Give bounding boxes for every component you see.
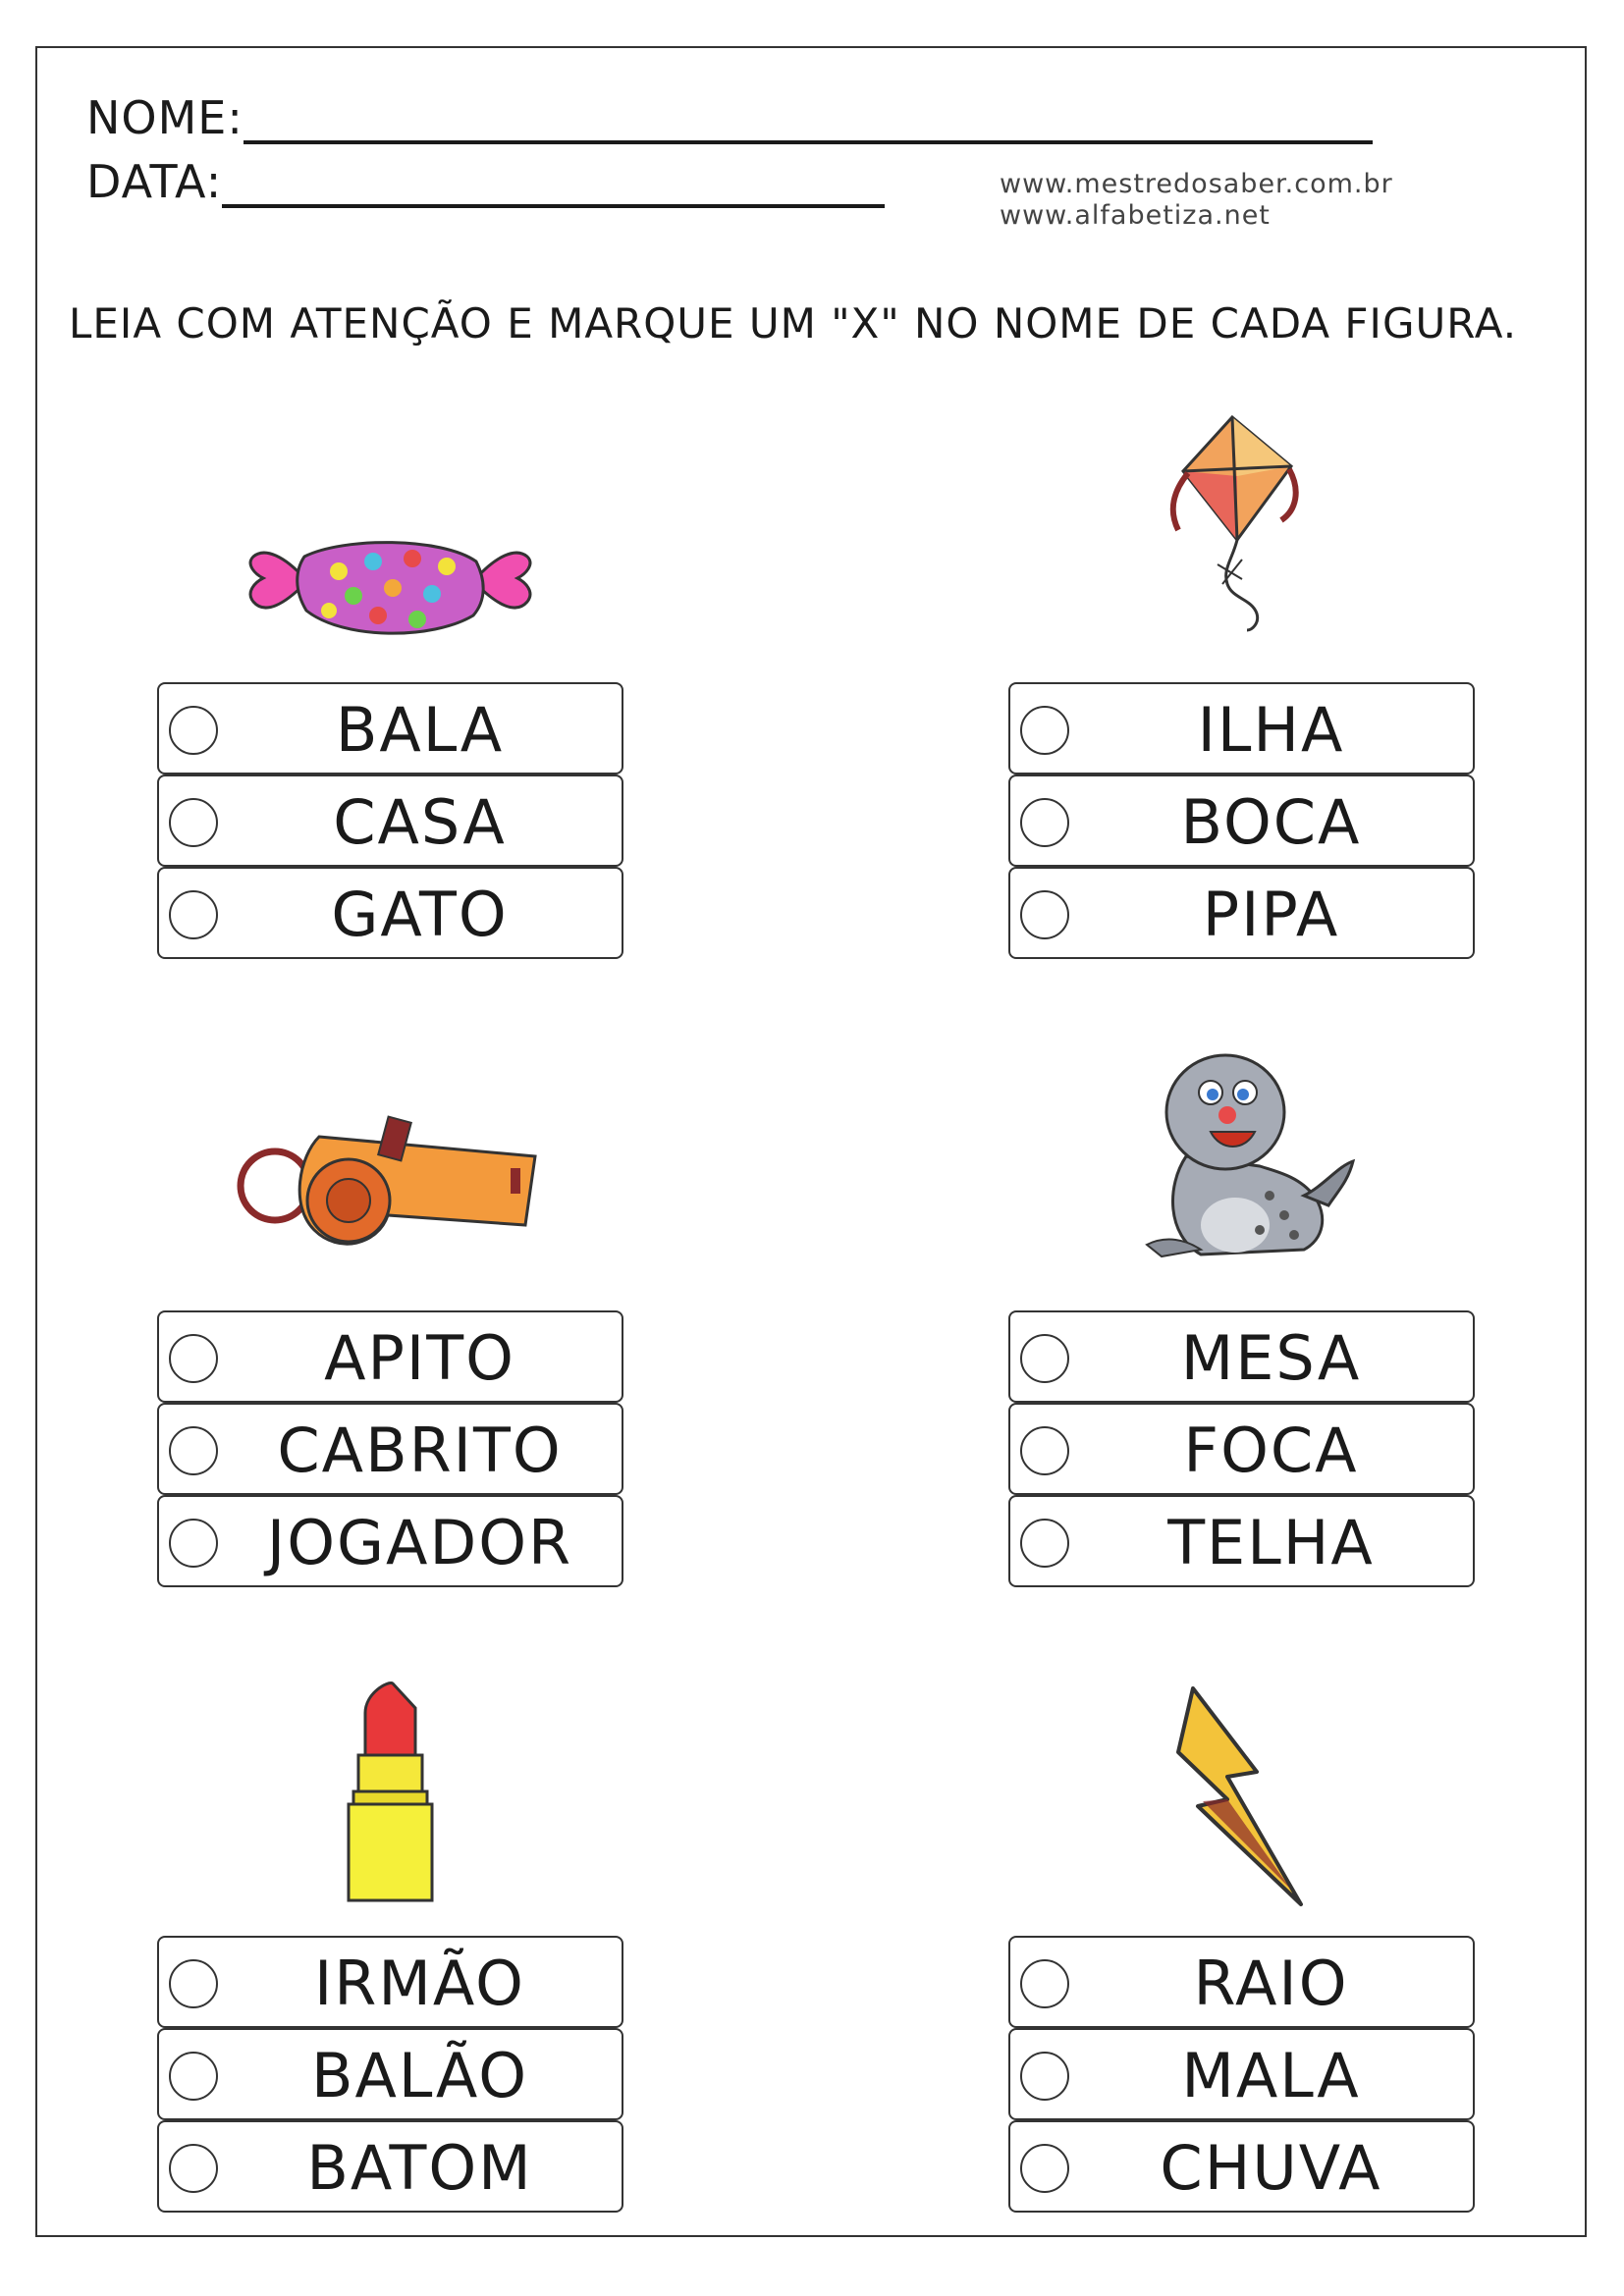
option-word: JOGADOR [266,1507,573,1578]
option-word: BOCA [1180,786,1362,858]
option-radio[interactable] [169,798,218,847]
option-radio[interactable] [1020,1426,1069,1475]
option-radio[interactable] [1020,1959,1069,2008]
option-word: IRMÃO [314,1948,525,2019]
option-word: CHUVA [1160,2132,1382,2204]
name-line[interactable] [244,97,1373,144]
option-row[interactable] [157,1403,623,1495]
option-word: MALA [1181,2040,1361,2111]
option-word: FOCA [1183,1415,1359,1486]
seal-icon [1127,1048,1358,1269]
option-word: ILHA [1197,694,1345,766]
option-row[interactable] [157,774,623,867]
option-radio[interactable] [169,2052,218,2101]
option-radio[interactable] [1020,2144,1069,2193]
option-row[interactable] [157,2028,623,2120]
option-word: MESA [1180,1322,1362,1394]
option-row[interactable] [157,682,623,774]
options-group-4 [1008,1310,1475,1587]
website-alfabetiza: www.alfabetiza.net [1000,200,1271,231]
option-radio[interactable] [1020,706,1069,755]
option-word: RAIO [1193,1948,1349,2019]
kite-icon [1164,412,1306,633]
option-radio[interactable] [169,890,218,939]
option-radio[interactable] [169,1334,218,1383]
option-row[interactable] [157,1936,623,2028]
option-word: GATO [331,879,509,950]
option-word: APITO [324,1322,515,1394]
option-row[interactable] [157,1495,623,1587]
options-group-5 [157,1936,623,2213]
option-word: BALA [335,694,505,766]
option-radio[interactable] [1020,1334,1069,1383]
option-row[interactable] [1008,774,1475,867]
options-group-2 [1008,682,1475,959]
options-group-1 [157,682,623,959]
option-word: PIPA [1202,879,1340,950]
option-radio[interactable] [1020,798,1069,847]
option-row[interactable] [1008,1403,1475,1495]
option-word: CASA [333,786,507,858]
option-radio[interactable] [1020,1519,1069,1568]
name-field[interactable] [86,91,1373,144]
option-row[interactable] [1008,2028,1475,2120]
option-row[interactable] [1008,682,1475,774]
date-field[interactable] [86,155,885,208]
option-row[interactable] [1008,1495,1475,1587]
option-radio[interactable] [169,2144,218,2193]
option-word: BATOM [306,2132,533,2204]
lightning-bolt-icon [1173,1683,1306,1909]
option-row[interactable] [157,1310,623,1403]
option-radio[interactable] [169,706,218,755]
date-label: DATA: [86,155,223,208]
website-mestredosaber: www.mestredosaber.com.br [1000,169,1393,199]
option-word: BALÃO [310,2040,529,2111]
options-group-6 [1008,1936,1475,2213]
option-radio[interactable] [169,1959,218,2008]
option-radio[interactable] [1020,890,1069,939]
name-label: NOME: [86,91,244,144]
candy-icon [245,517,535,643]
option-row[interactable] [1008,1936,1475,2028]
option-radio[interactable] [1020,2052,1069,2101]
option-row[interactable] [1008,867,1475,959]
options-group-3 [157,1310,623,1587]
instruction-text: LEIA COM ATENÇÃO E MARQUE UM "X" NO NOME DE CADA FIGURA. [69,299,1518,347]
whistle-icon [231,1107,550,1255]
option-row[interactable] [157,867,623,959]
option-row[interactable] [1008,1310,1475,1403]
option-word: CABRITO [277,1415,563,1486]
lipstick-icon [344,1679,437,1904]
option-row[interactable] [1008,2120,1475,2213]
option-radio[interactable] [169,1519,218,1568]
option-word: TELHA [1167,1507,1375,1578]
option-radio[interactable] [169,1426,218,1475]
option-row[interactable] [157,2120,623,2213]
date-line[interactable] [222,161,885,208]
